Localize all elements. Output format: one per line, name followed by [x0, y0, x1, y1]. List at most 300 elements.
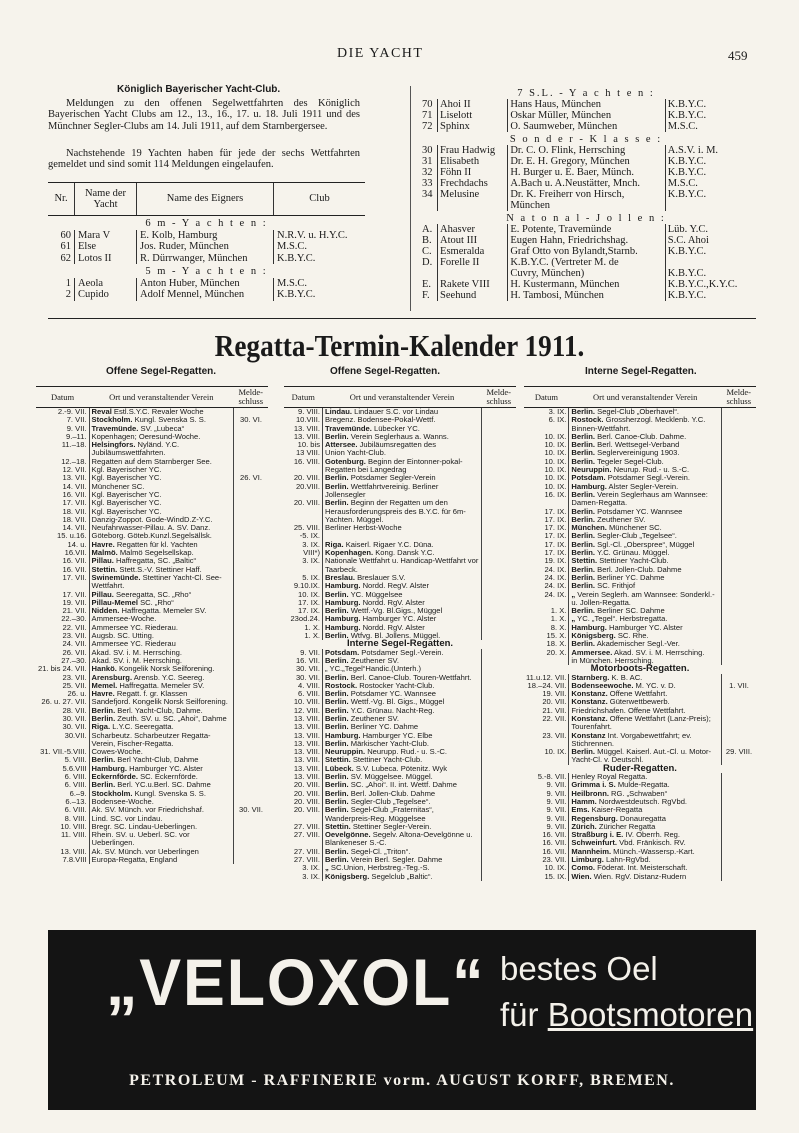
- event-deadline: [234, 441, 269, 458]
- event-place: Berlin.: [571, 514, 596, 524]
- yacht-club: N.R.V. u. H.Y.C.: [274, 230, 366, 242]
- event-venue: Rostock. Grossherzogl. Mecklenb. Y.C. Binnen-Wettfahrt.: [571, 415, 706, 433]
- event-place: Berlin.: [571, 531, 596, 541]
- event-deadline: [722, 806, 757, 814]
- event-deadline: [482, 790, 517, 798]
- venue-header: Ort und veranstaltender Verein: [89, 387, 233, 408]
- event-place: Berlin.: [325, 481, 349, 491]
- event-deadline: [482, 532, 517, 540]
- event-venue: Cowes-Woche.: [91, 747, 143, 757]
- event-place: Berlin.: [325, 855, 349, 865]
- event-deadline: [482, 474, 517, 482]
- event-date: 30. VII.: [36, 723, 89, 731]
- yacht-nr: 2: [65, 289, 71, 300]
- event-date: 27.–30.: [36, 657, 89, 665]
- event-place: Hamburg.: [571, 622, 607, 632]
- yacht-owner: Oskar Müller, München: [508, 110, 665, 121]
- event-venue: München. Münchener SC.: [571, 523, 662, 533]
- event-place: Zürich.: [571, 821, 597, 831]
- event-date: 3. IX.: [284, 873, 323, 881]
- yacht-owner: Jos. Ruder, München: [137, 241, 274, 253]
- event-deadline: [482, 425, 517, 433]
- event-date: 9. VII.: [524, 815, 569, 823]
- event-place: Berlin.: [571, 431, 596, 441]
- yacht-club: K.B.Y.C.: [274, 289, 366, 301]
- event-date: 6. IX.: [524, 416, 569, 433]
- event-date: 17. IX.: [524, 524, 569, 532]
- event-venue: Hamburg. Hamburger YC. Alster: [571, 622, 683, 632]
- event-date: 18. VII.: [36, 508, 89, 516]
- event-venue: Straßburg i. E. IV. Oberrh. Reg.: [571, 830, 680, 840]
- class-section-row: [420, 86, 752, 99]
- event-venue: Münchener SC.: [91, 481, 145, 491]
- yacht-nr: C.: [422, 246, 432, 257]
- calendar-row: [524, 491, 756, 508]
- event-deadline: [482, 408, 517, 417]
- event-place: Limburg.: [571, 855, 604, 865]
- event-place: Straßburg i. E.: [571, 830, 624, 840]
- event-place: Berlin.: [571, 539, 596, 549]
- event-date: 5. VIII.: [36, 756, 89, 764]
- yacht-row: [48, 278, 365, 290]
- event-deadline: [722, 798, 757, 806]
- event-deadline: [482, 458, 517, 475]
- event-venue: Malmö. Malmö Segelsellskap.: [91, 548, 194, 558]
- ad-tagline-1-text: bestes Oel: [500, 950, 658, 987]
- yacht-club: K.B.Y.C.: [665, 246, 752, 257]
- event-venue: Berlin. Sgl.-Cl. „Oberspree“, Müggel: [571, 539, 695, 549]
- event-date: 20. X.: [524, 649, 569, 657]
- event-venue: Bregenz. Bodensee-Pokal-Wettf.: [325, 415, 436, 425]
- event-date: 13 VIII.: [284, 449, 323, 457]
- event-deadline: [234, 649, 269, 657]
- event-venue: Berlin. Zeuthener SV.: [325, 713, 400, 723]
- event-deadline: [722, 690, 757, 698]
- event-date: 16. VII.: [36, 491, 89, 499]
- event-venue: Göteborg. Göteb.Kunzl.Segelsällsk.: [91, 531, 212, 541]
- calendar-table-1: [36, 386, 268, 864]
- event-date: 27. VIII.: [284, 856, 323, 864]
- yacht-name: Elisabeth: [438, 156, 508, 167]
- event-place: Pillau-Memel: [91, 597, 138, 607]
- event-venue: Berlin. Potsdamer YC. Wannsee: [571, 506, 683, 516]
- yacht-nr: D.: [422, 257, 433, 268]
- date-header: Datum: [284, 387, 323, 408]
- yacht-owner: H. Kustermann, München: [508, 279, 665, 290]
- event-place: Berlin.: [571, 440, 596, 450]
- event-place: Berlin.: [325, 805, 349, 815]
- event-deadline: [482, 483, 517, 500]
- event-venue: Starnberg. K. B. AC.: [571, 672, 643, 682]
- event-venue: Hamburg. Hamburger YC. Alster: [91, 763, 203, 773]
- event-place: Berlin.: [571, 548, 596, 558]
- event-deadline: [722, 433, 757, 441]
- event-deadline: [482, 433, 517, 441]
- event-date: 1. X.: [284, 624, 323, 632]
- event-date: 23. VII.: [36, 674, 89, 682]
- event-venue: Wien. Wien. RgV. Distanz-Rudern: [571, 871, 687, 881]
- event-date: 21. VII.: [524, 707, 569, 715]
- col2-heading: Offene Segel-Regatten.: [330, 366, 441, 377]
- event-deadline: [482, 441, 517, 449]
- yacht-row: [420, 110, 752, 121]
- event-venue: Berlin. YC. Müggelsee: [325, 589, 403, 599]
- event-venue: Stockholm. Kungl. Svenska S. S.: [91, 788, 206, 798]
- event-deadline: [722, 607, 757, 615]
- event-date: 8. X.: [524, 624, 569, 632]
- event-place: Havre.: [91, 689, 115, 699]
- event-deadline: [722, 449, 757, 457]
- event-venue: Neufahrwasser-Pillau. A. SV. Danz.: [91, 523, 211, 533]
- event-deadline: [722, 483, 757, 491]
- venue-header: Ort und veranstaltender Verein: [569, 387, 722, 408]
- event-place: Berlin.: [325, 713, 349, 723]
- event-deadline: [234, 723, 269, 731]
- event-deadline: [234, 640, 269, 648]
- yacht-club: K.B.Y.C.: [665, 268, 752, 279]
- event-deadline: [482, 615, 517, 623]
- event-venue: Konstanz. Offene Wettfahrt.: [571, 689, 668, 699]
- yacht-owner: O. Saumweber, München: [508, 121, 665, 132]
- event-venue: Bodensee-Woche.: [91, 796, 154, 806]
- event-date: 25. VIII.: [284, 524, 323, 532]
- event-date: 12. VIII.: [284, 707, 323, 715]
- event-place: Konstanz.: [571, 713, 608, 723]
- event-date: 21. bis 24. VII.: [36, 665, 89, 673]
- event-deadline: [482, 756, 517, 764]
- event-date: 19. VII.: [524, 690, 569, 698]
- event-date: 22. VII.: [36, 624, 89, 632]
- event-date: 13. VIII.: [284, 773, 323, 781]
- yacht-owner: E. Potente, Travemünde: [508, 224, 665, 235]
- event-date: 25. VII.: [36, 682, 89, 690]
- subsection-heading: Ruder-Regatten.: [603, 762, 677, 774]
- event-deadline: [482, 773, 517, 781]
- event-date: 23od.24.: [284, 615, 323, 623]
- event-date: 10. IX.: [524, 748, 569, 765]
- event-date: 20. VIII.: [284, 474, 323, 482]
- event-deadline: [482, 524, 517, 532]
- event-place: Konstanz.: [571, 697, 608, 707]
- calendar-title: Regatta-Termin-Kalender 1911.: [214, 328, 585, 363]
- event-date: 9. VII.: [524, 790, 569, 798]
- event-deadline: [234, 856, 269, 864]
- event-place: Berlin.: [325, 738, 349, 748]
- event-venue: Oevelgönne. Segelv. Altona-Oevelgönne u. Blankeneser S.-C.: [325, 830, 473, 848]
- ad-company: PETROLEUM - RAFFINERIE vorm. AUGUST KORFF, BREMEN.: [129, 1072, 675, 1089]
- event-venue: Limburg. Lahn-RgVbd.: [571, 855, 651, 865]
- event-deadline: [722, 873, 757, 881]
- col-nr: Nr.: [48, 183, 75, 216]
- event-venue: „ SC.Union, Herbstreg.-Teg.-S.: [325, 863, 430, 873]
- event-venue: Kopenhagen; Oeresund-Woche.: [91, 431, 201, 441]
- event-venue: Berlin. Potsdamer Segler-Verein: [325, 473, 436, 483]
- event-date: 9.10.IX.: [284, 582, 323, 590]
- event-venue: Berlin. Verein Seglerhaus a. Wanns.: [325, 431, 449, 441]
- event-venue: Regatten auf dem Starnberger See.: [91, 456, 212, 466]
- event-deadline: [482, 806, 517, 823]
- event-venue: Stettin. Stett.S.-V. Stettiner Haff.: [91, 564, 202, 574]
- event-venue: Heilbronn. RG. „Schwaben“: [571, 788, 668, 798]
- event-place: Berlin.: [325, 606, 349, 616]
- event-deadline: [482, 416, 517, 424]
- yacht-row: [48, 230, 365, 242]
- event-place: Travemünde.: [325, 423, 372, 433]
- event-venue: Kgl. Bayerischer YC.: [91, 506, 162, 516]
- event-venue: Berlin. Potsdamer YC. Wannsee: [325, 689, 437, 699]
- event-place: Malmö.: [91, 548, 118, 558]
- event-venue: Kopenhagen. Kong. Dansk Y.C.: [325, 548, 435, 558]
- event-venue: Berlin. Y.C. Grünau. Nacht-Reg.: [325, 705, 435, 715]
- event-date: 1. X.: [524, 607, 569, 615]
- event-deadline: [234, 815, 269, 823]
- ad-tagline-2: [500, 996, 753, 1034]
- event-venue: Lindau. Lindauer S.C. vor Lindau: [325, 407, 439, 416]
- event-deadline: 30. VI.: [234, 416, 269, 424]
- event-date: 13. VIII.: [284, 765, 323, 773]
- event-date: 9. VII.: [524, 798, 569, 806]
- class-section-row: [48, 216, 365, 230]
- yacht-owner: München: [508, 200, 665, 211]
- event-date: 18.–24. VII.: [524, 682, 569, 690]
- event-date: 3. IX.: [524, 408, 569, 417]
- event-venue: Havre. Regatt. f. gr. Klassen: [91, 689, 188, 699]
- event-venue: Berlin. Zeuthener SV.: [571, 514, 646, 524]
- event-place: Breslau.: [325, 572, 355, 582]
- event-deadline: [482, 607, 517, 615]
- calendar-row: [524, 732, 756, 749]
- calendar-column-2: [284, 386, 516, 881]
- event-place: Neuruppin.: [325, 747, 366, 757]
- event-date: 10. IX.: [284, 591, 323, 599]
- event-venue: Grimma i. S. Mulde-Regatta.: [571, 780, 670, 790]
- event-venue: Berlin. Beginn der Regatten um den Herausforderungspreis des B.Y.C. für 6m-Yachten. Müggel.: [325, 498, 466, 524]
- event-venue: Hankö. Kongelik Norsk Seilforening.: [91, 664, 215, 674]
- event-deadline: [722, 524, 757, 532]
- event-place: Berlin.: [325, 705, 349, 715]
- event-date: 20. VIII.: [284, 499, 323, 524]
- event-date: 23. VII.: [524, 732, 569, 749]
- event-place: München.: [571, 523, 607, 533]
- event-deadline: [482, 574, 517, 582]
- event-deadline: [234, 632, 269, 640]
- event-deadline: [234, 715, 269, 723]
- yacht-row: [420, 224, 752, 235]
- event-venue: Swinemünde. Stettiner Yacht-Cl. See-Wettfahrt.: [91, 572, 222, 591]
- event-venue: Bregr. SC. Lindau-Ueberlingen.: [91, 821, 198, 831]
- event-venue: Zürich. Züricher Regatta: [571, 821, 656, 831]
- col3-heading: Interne Segel-Regatten.: [585, 366, 697, 377]
- event-date: 3. IX.: [284, 557, 323, 574]
- event-deadline: [482, 632, 517, 640]
- event-date: 9. VII.: [524, 806, 569, 814]
- calendar-row: [284, 806, 516, 823]
- yacht-nr: 1: [65, 277, 71, 289]
- event-date: 16. VII.: [36, 557, 89, 565]
- event-venue: Akad. SV. i. M. Herrsching.: [91, 655, 183, 665]
- event-date: 16. VII.: [524, 831, 569, 839]
- calendar-row: [36, 831, 268, 848]
- calendar-column-3: [524, 386, 756, 881]
- yacht-name: Ahoi II: [438, 99, 508, 110]
- yacht-nr: F.: [422, 290, 430, 301]
- event-venue: Union Yacht-Club.: [325, 448, 386, 458]
- event-deadline: [482, 732, 517, 740]
- yacht-nr: 71: [422, 110, 433, 121]
- event-place: Berlin.: [325, 697, 349, 707]
- event-date: 10. IX.: [524, 433, 569, 441]
- event-deadline: [482, 591, 517, 599]
- event-venue: Danzig-Zoppot. Gode-WindD.Z-Y.C.: [91, 514, 213, 524]
- event-place: Bodenseewoche.: [571, 680, 634, 690]
- event-venue: Berlin. Berl. Canoe-Club. Dahme.: [571, 431, 687, 441]
- event-venue: Scharbeutz. Scharbeutzer Regatta-Verein, Fischer-Regatta.: [91, 730, 211, 748]
- event-date: 13. VIII.: [284, 732, 323, 740]
- event-deadline: [482, 557, 517, 574]
- event-venue: Berlin. SC. „Ahoi“. II. int. Wettf. Dahme: [325, 780, 457, 790]
- event-place: Hamburg.: [325, 597, 361, 607]
- calendar-row: [36, 441, 268, 458]
- event-deadline: [234, 682, 269, 690]
- event-date: 19. IX.: [524, 557, 569, 565]
- event-place: Nidden.: [91, 606, 120, 616]
- event-venue: Regensburg. Donauregatta: [571, 813, 666, 823]
- event-place: Stettin.: [325, 821, 351, 831]
- yacht-row: [420, 167, 752, 178]
- event-place: Berlin.: [325, 780, 349, 790]
- event-date: 13. VIII.: [284, 748, 323, 756]
- yacht-row: [420, 121, 752, 132]
- event-deadline: [482, 690, 517, 698]
- event-date: 5.6.VIII: [36, 765, 89, 773]
- event-venue: Berlin. Märkischer Yacht-Club.: [325, 738, 429, 748]
- event-place: Riga.: [325, 539, 344, 549]
- event-deadline: [234, 748, 269, 756]
- event-deadline: [482, 582, 517, 590]
- event-date: 7.8.VIII: [36, 856, 89, 864]
- event-deadline: [234, 698, 269, 706]
- event-place: Hamburg.: [571, 481, 607, 491]
- yacht-nr: 32: [422, 167, 433, 178]
- event-venue: Riga. Kaiserl. Rigaer Y.C. Düna.: [325, 539, 434, 549]
- event-venue: „ YC.„Tegel“Handic.(Unterh.): [325, 664, 422, 674]
- event-place: Berlin.: [325, 772, 349, 782]
- event-venue: Nidden. Haffregatta. Memeler SV.: [91, 606, 207, 616]
- yacht-nr: 62: [60, 252, 71, 264]
- event-deadline: [234, 599, 269, 607]
- event-venue: Berlin. Segler-Club „Tegelsee“.: [571, 531, 677, 541]
- event-venue: Königsberg. SC. Rhe.: [571, 631, 649, 641]
- yacht-nr: E.: [422, 279, 432, 290]
- event-place: Königsberg.: [571, 631, 616, 641]
- event-deadline: 30. VII.: [234, 806, 269, 814]
- event-place: Berlin.: [571, 407, 596, 416]
- subsection-heading: Interne Segel-Regatten.: [346, 638, 454, 650]
- event-venue: Kgl. Bayerischer YC.: [91, 498, 162, 508]
- page-number: 459: [728, 48, 748, 63]
- yacht-name: Mara V: [75, 230, 137, 242]
- event-place: Kopenhagen.: [325, 548, 374, 558]
- event-venue: Ak. SV. Münch. vor Friedrichshaf.: [91, 805, 204, 815]
- event-date: 8. VIII.: [36, 815, 89, 823]
- event-deadline: [482, 624, 517, 632]
- yacht-owner: Dr. E. H. Gregory, München: [508, 156, 665, 167]
- col-name: Name der Yacht: [75, 183, 137, 216]
- event-deadline: [482, 740, 517, 748]
- calendar-header-row: [36, 387, 268, 408]
- event-date: 9. VIII.: [284, 408, 323, 417]
- event-date: 10. VIII.: [284, 698, 323, 706]
- event-venue: Gotenburg. Beginn der Eintonner-pokal-Regatten bei Langedrag: [325, 456, 463, 475]
- event-place: Pillau.: [91, 589, 114, 599]
- event-date: 27. VIII.: [284, 848, 323, 856]
- event-venue: Berlin. Berl. YC.u.Berl. SC. Dahme: [91, 780, 211, 790]
- event-date: 30. VII.: [284, 674, 323, 682]
- event-date: 10. IX.: [524, 449, 569, 457]
- event-venue: Berlin. Segel-Club „Oberhavel“.: [571, 407, 680, 416]
- event-place: Konstanz.: [571, 689, 608, 699]
- event-deadline: [234, 433, 269, 441]
- event-deadline: [722, 441, 757, 449]
- event-date: 31. VII.-5.VIII.: [36, 748, 89, 756]
- event-deadline: [722, 532, 757, 540]
- yacht-row: [420, 178, 752, 189]
- yacht-club: M.S.C.: [274, 278, 366, 290]
- event-date: 10.VIII.: [284, 416, 323, 424]
- yacht-owner: Eugen Hahn, Friedrichshag.: [508, 235, 665, 246]
- event-date: 22.–30.: [36, 615, 89, 623]
- event-place: Berlin.: [325, 631, 349, 641]
- event-venue: Travemünde. SV. „Lubeca“: [91, 423, 185, 433]
- event-venue: Lübeck. S.V. Lubeca. Pötenitz. Wyk: [325, 763, 448, 773]
- event-venue: Berlin. Berliner YC. Dahme: [571, 572, 665, 582]
- event-place: Como.: [571, 863, 596, 873]
- yacht-name: Melusine: [438, 189, 508, 200]
- event-date: 16. IX.: [524, 491, 569, 508]
- event-place: Potsdam.: [325, 647, 360, 657]
- event-date: 2.-9. VII.: [36, 408, 89, 417]
- event-deadline: [482, 715, 517, 723]
- event-place: Ammersee.: [571, 647, 613, 657]
- event-venue: Stettin. Stettiner Segler-Verein.: [325, 821, 432, 831]
- event-deadline: [482, 682, 517, 690]
- event-place: Berlin.: [571, 564, 596, 574]
- event-venue: Ammersee-Woche.: [91, 614, 157, 624]
- yacht-name: Cupido: [75, 289, 137, 301]
- event-venue: Berlin. Y.C. Grünau. Müggel.: [571, 548, 670, 558]
- event-venue: Stettin. Stettiner Yacht-Club.: [325, 755, 423, 765]
- event-date: 10. IX.: [524, 483, 569, 491]
- event-date: 11.–18.: [36, 441, 89, 458]
- yacht-nr: [420, 268, 438, 279]
- event-date: 13. VIII.: [284, 433, 323, 441]
- event-deadline: [482, 499, 517, 524]
- yacht-name: [438, 268, 508, 279]
- event-place: Havre.: [91, 539, 115, 549]
- event-date: 18. X.: [524, 640, 569, 648]
- event-date: 6. VIII.: [284, 690, 323, 698]
- event-venue: Rostock. Rostocker Yacht-Club.: [325, 680, 435, 690]
- event-deadline: [482, 848, 517, 856]
- event-place: Hamburg.: [325, 581, 361, 591]
- event-deadline: [234, 790, 269, 798]
- event-deadline: [234, 831, 269, 848]
- event-deadline: [234, 657, 269, 665]
- event-deadline: [234, 516, 269, 524]
- event-deadline: [234, 425, 269, 433]
- event-place: Neuruppin.: [571, 465, 612, 475]
- event-date: 24. IX.: [524, 574, 569, 582]
